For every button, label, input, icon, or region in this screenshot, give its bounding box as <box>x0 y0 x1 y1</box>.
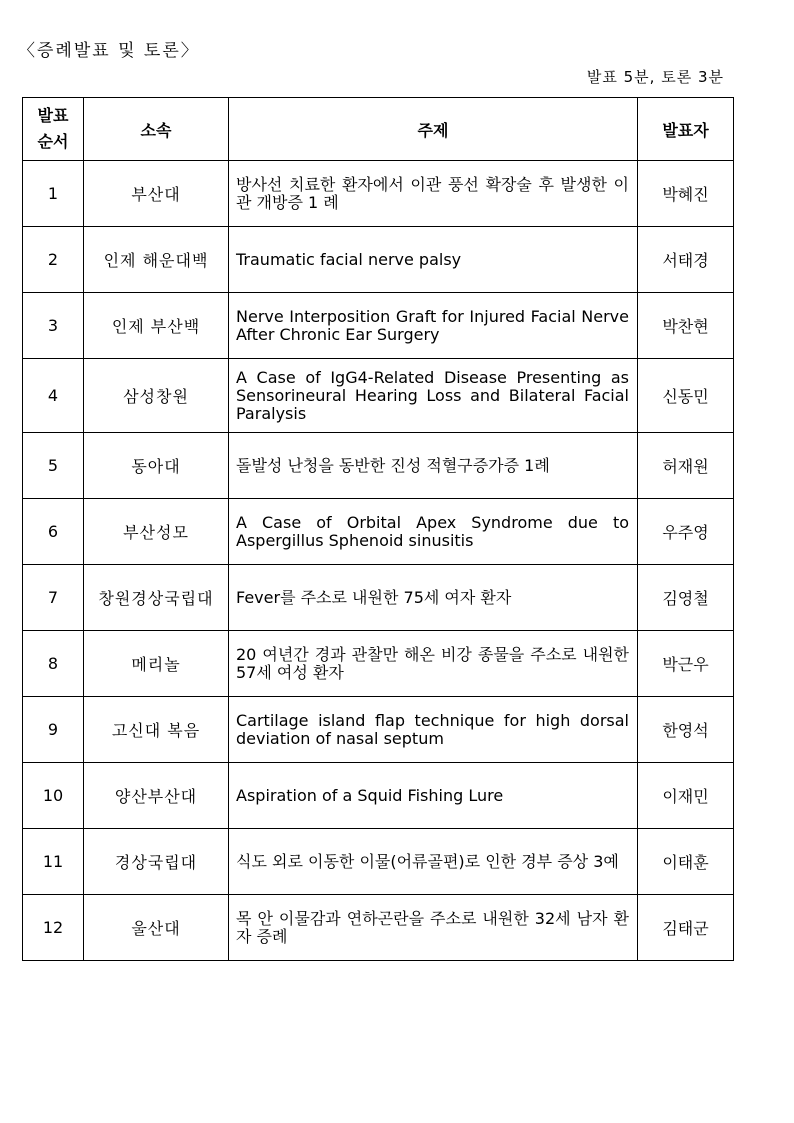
cell-order: 11 <box>23 829 84 895</box>
table-row <box>23 293 734 359</box>
header-order-line1: 발표 <box>37 106 69 125</box>
cell-affiliation: 울산대 <box>84 895 229 961</box>
cell-affiliation: 인제 해운대백 <box>84 227 229 293</box>
table-row <box>23 499 734 565</box>
cell-order: 3 <box>23 293 84 359</box>
cell-topic: 돌발성 난청을 동반한 진성 적혈구증가증 1례 <box>229 433 638 499</box>
cell-topic: 방사선 치료한 환자에서 이관 풍선 확장술 후 발생한 이관 개방증 1 례 <box>229 161 638 227</box>
table-row <box>23 433 734 499</box>
cell-topic: 식도 외로 이동한 이물(어류골편)로 인한 경부 증상 3예 <box>229 829 638 895</box>
cell-topic: Traumatic facial nerve palsy <box>229 227 638 293</box>
cell-topic: Fever를 주소로 내원한 75세 여자 환자 <box>229 565 638 631</box>
table-row <box>23 227 734 293</box>
cell-presenter: 허재원 <box>638 433 734 499</box>
header-order-line2: 순서 <box>37 132 69 151</box>
table-row <box>23 829 734 895</box>
cell-topic: 20 여년간 경과 관찰만 해온 비강 종물을 주소로 내원한 57세 여성 환자 <box>229 631 638 697</box>
table-row <box>23 763 734 829</box>
section-title: 〈증례발표 및 토론〉 <box>18 41 200 61</box>
cell-affiliation: 삼성창원 <box>84 359 229 433</box>
cell-affiliation: 경상국립대 <box>84 829 229 895</box>
cell-presenter: 한영석 <box>638 697 734 763</box>
cell-affiliation: 인제 부산백 <box>84 293 229 359</box>
cell-presenter: 신동민 <box>638 359 734 433</box>
cell-presenter: 박혜진 <box>638 161 734 227</box>
cell-topic: 목 안 이물감과 연하곤란을 주소로 내원한 32세 남자 환자 증례 <box>229 895 638 961</box>
table-row <box>23 631 734 697</box>
cell-order: 1 <box>23 161 84 227</box>
cell-affiliation: 고신대 복음 <box>84 697 229 763</box>
cell-order: 10 <box>23 763 84 829</box>
cell-presenter: 김태군 <box>638 895 734 961</box>
cell-presenter: 이태훈 <box>638 829 734 895</box>
cell-order: 12 <box>23 895 84 961</box>
cell-order: 4 <box>23 359 84 433</box>
table-row <box>23 565 734 631</box>
cell-presenter: 이재민 <box>638 763 734 829</box>
cell-presenter: 서태경 <box>638 227 734 293</box>
cell-order: 5 <box>23 433 84 499</box>
cell-order: 6 <box>23 499 84 565</box>
presentation-schedule-table <box>22 97 734 961</box>
cell-affiliation: 메리놀 <box>84 631 229 697</box>
cell-presenter: 김영철 <box>638 565 734 631</box>
cell-affiliation: 동아대 <box>84 433 229 499</box>
cell-order: 7 <box>23 565 84 631</box>
cell-affiliation: 양산부산대 <box>84 763 229 829</box>
header-affiliation: 소속 <box>84 98 229 161</box>
cell-topic: Nerve Interposition Graft for Injured Facial Nerve After Chronic Ear Surgery <box>229 293 638 359</box>
cell-topic: Aspiration of a Squid Fishing Lure <box>229 763 638 829</box>
cell-order: 8 <box>23 631 84 697</box>
table-row <box>23 697 734 763</box>
cell-order: 2 <box>23 227 84 293</box>
table-row <box>23 161 734 227</box>
header-presenter: 발표자 <box>638 98 734 161</box>
time-allocation-note: 발표 5분, 토론 3분 <box>586 68 724 86</box>
cell-topic: A Case of IgG4-Related Disease Presenting as Sensorineural Hearing Loss and Bilateral Facial Paralysis <box>229 359 638 433</box>
table-row <box>23 895 734 961</box>
cell-topic: A Case of Orbital Apex Syndrome due to Aspergillus Sphenoid sinusitis <box>229 499 638 565</box>
cell-affiliation: 창원경상국립대 <box>84 565 229 631</box>
cell-affiliation: 부산대 <box>84 161 229 227</box>
cell-presenter: 우주영 <box>638 499 734 565</box>
header-order <box>23 98 84 161</box>
cell-topic: Cartilage island flap technique for high dorsal deviation of nasal septum <box>229 697 638 763</box>
table-header-row <box>23 98 734 161</box>
cell-presenter: 박근우 <box>638 631 734 697</box>
cell-order: 9 <box>23 697 84 763</box>
cell-presenter: 박찬현 <box>638 293 734 359</box>
cell-affiliation: 부산성모 <box>84 499 229 565</box>
header-topic: 주제 <box>229 98 638 161</box>
table-row <box>23 359 734 433</box>
